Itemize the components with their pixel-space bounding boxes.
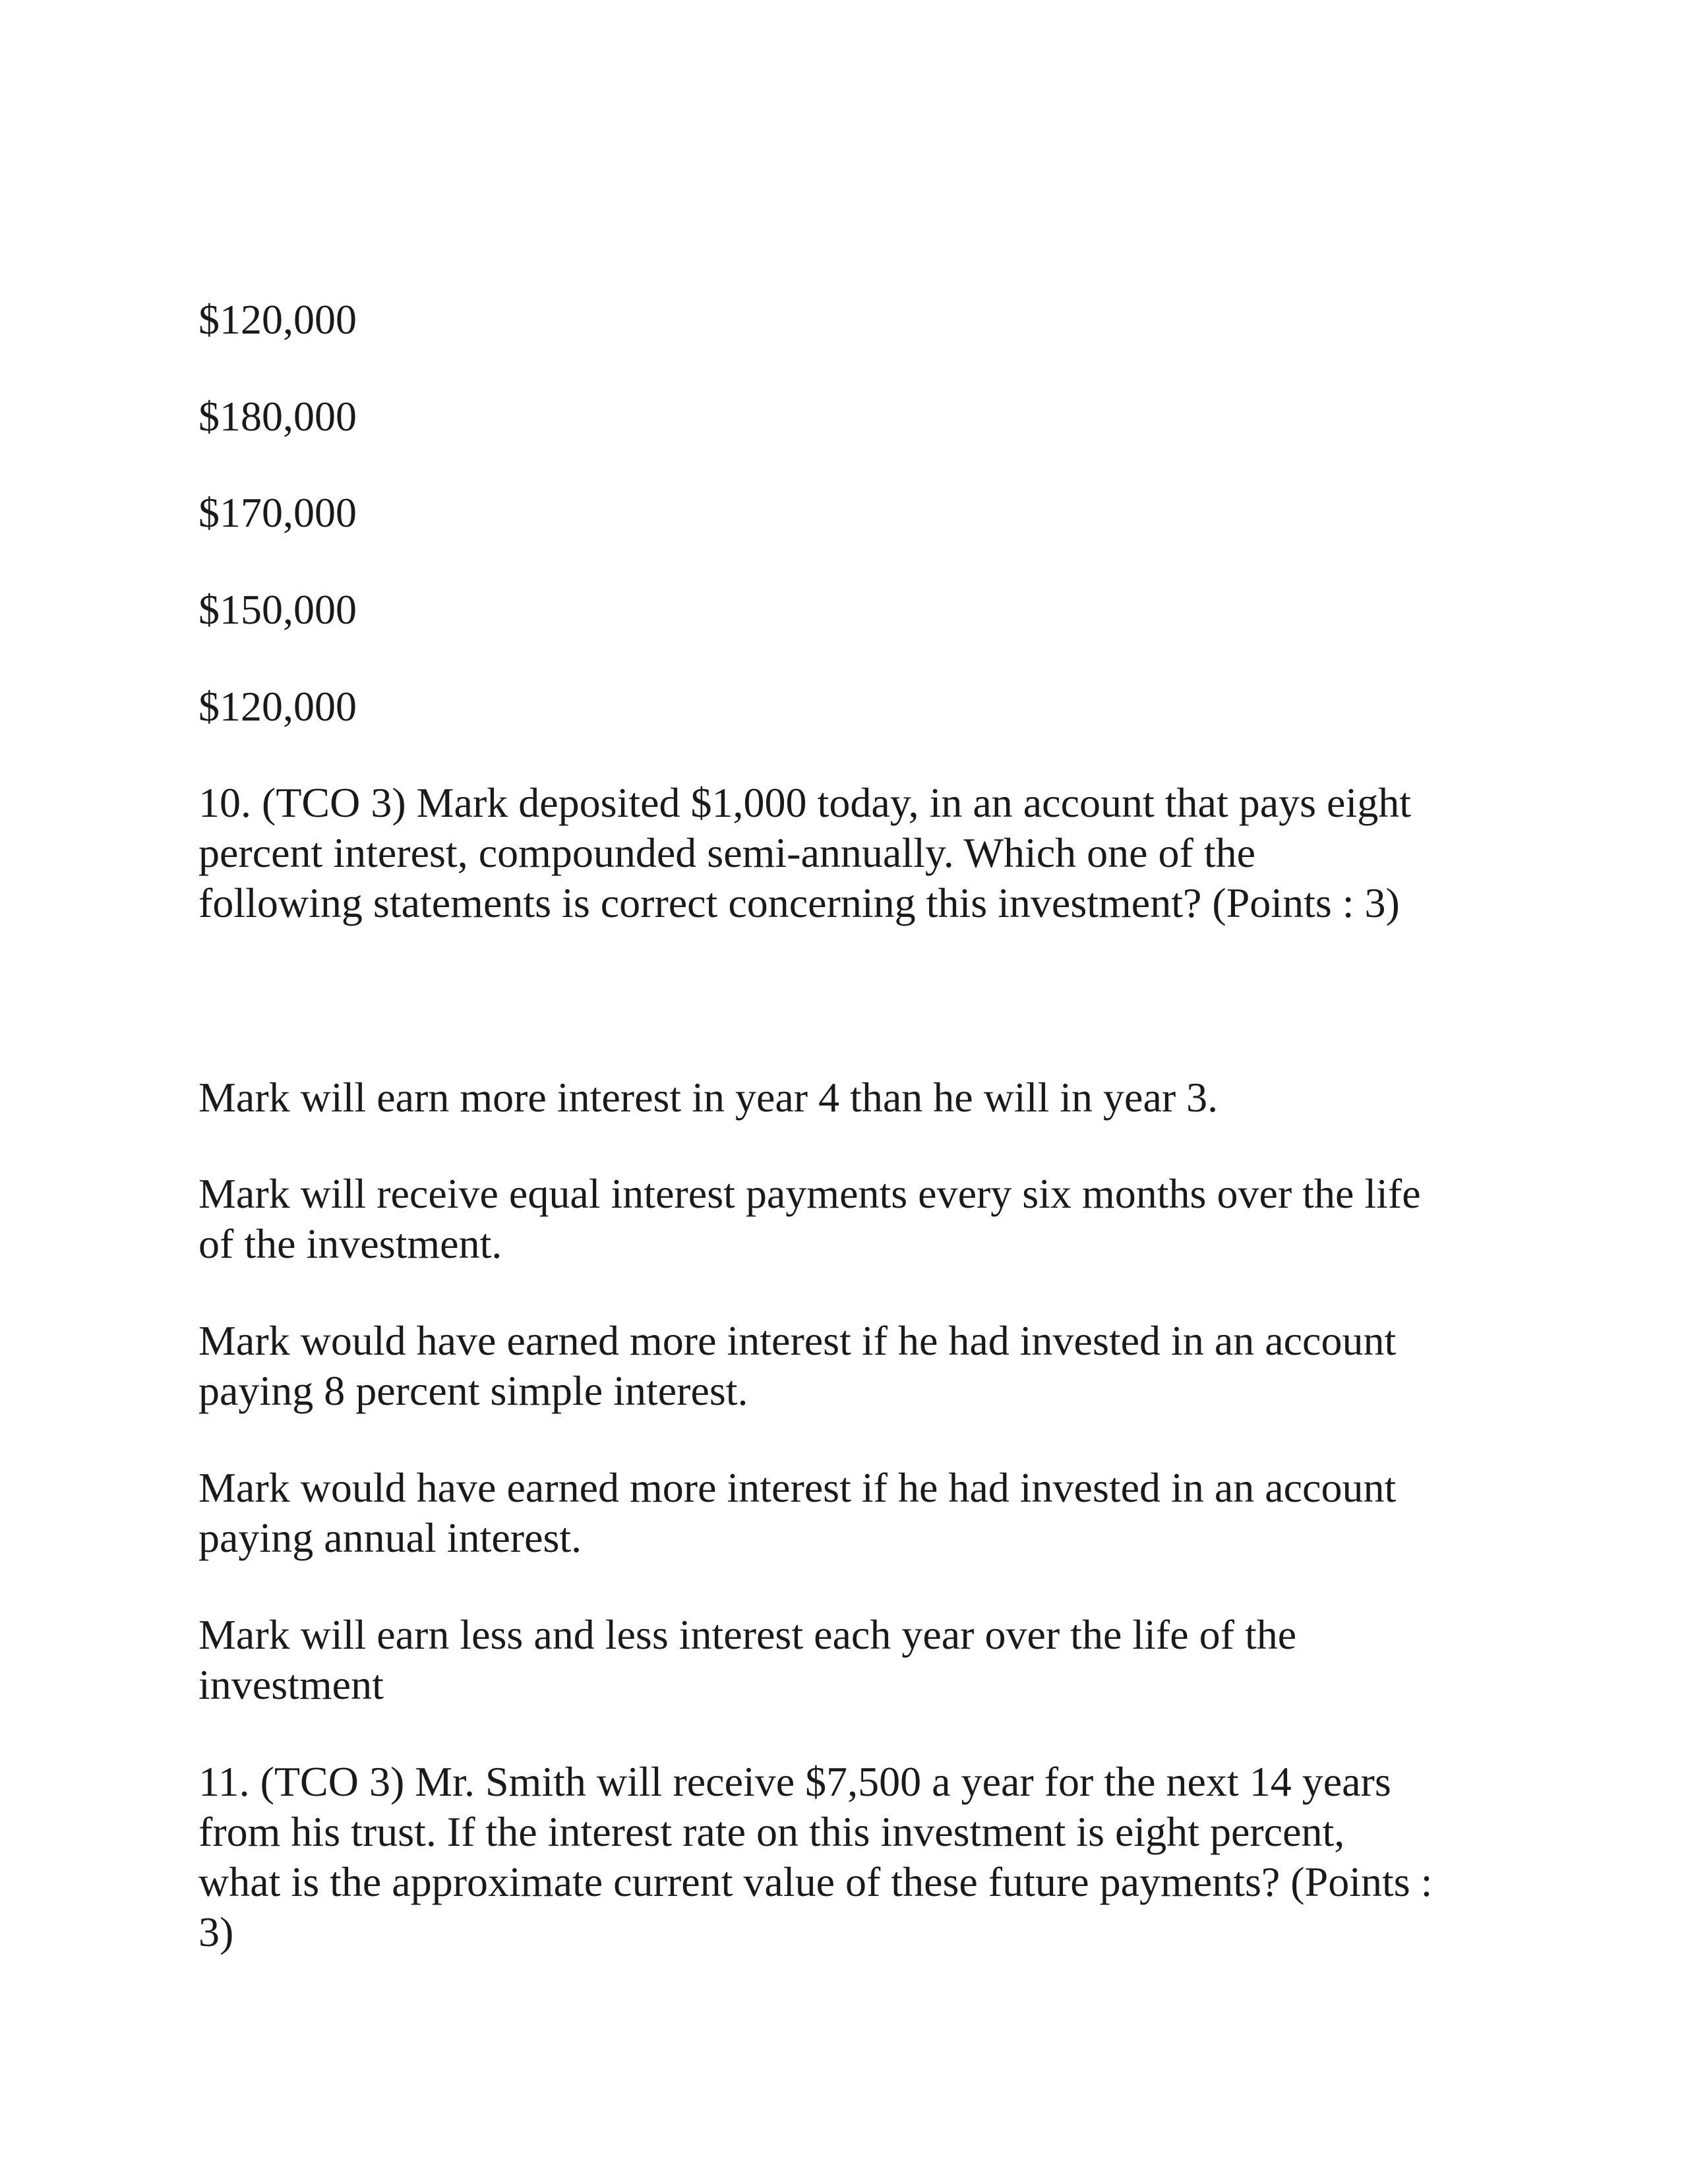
text-line: Mark would have earned more interest if he had invested in an account	[198, 1317, 1397, 1364]
answer-option-q10-5	[198, 1610, 1517, 1710]
text-line: of the investment.	[198, 1220, 502, 1267]
answer-option-q9-5	[198, 682, 1517, 732]
text-line: paying 8 percent simple interest.	[198, 1367, 748, 1414]
answer-option-q9-3	[198, 488, 1517, 538]
text-line: from his trust. If the interest rate on this investment is eight percent,	[198, 1808, 1345, 1855]
answer-option-q10-4	[198, 1463, 1517, 1563]
text-line: 10. (TCO 3) Mark deposited $1,000 today, in an account that pays eight	[198, 779, 1411, 826]
text-line: 3)	[198, 1908, 234, 1955]
answer-option-q10-1	[198, 1073, 1517, 1123]
answer-option-q10-3	[198, 1316, 1517, 1416]
text-line: $180,000	[198, 393, 357, 440]
answer-option-q9-4	[198, 585, 1517, 635]
text-line: what is the approximate current value of these future payments? (Points :	[198, 1858, 1433, 1905]
question-11	[198, 1757, 1517, 1957]
question-10	[198, 778, 1517, 928]
answer-option-q9-1	[198, 295, 1517, 345]
text-line: $150,000	[198, 586, 357, 633]
text-line: $120,000	[198, 683, 357, 730]
text-line: paying annual interest.	[198, 1514, 582, 1561]
text-line: Mark would have earned more interest if he had invested in an account	[198, 1464, 1397, 1511]
text-line: Mark will earn more interest in year 4 than he will in year 3.	[198, 1074, 1219, 1121]
text-line: 11. (TCO 3) Mr. Smith will receive $7,500 a year for the next 14 years	[198, 1758, 1391, 1805]
text-line: $120,000	[198, 296, 357, 343]
text-line: percent interest, compounded semi-annually. Which one of the	[198, 829, 1256, 876]
text-line: investment	[198, 1661, 384, 1708]
answer-option-q9-2	[198, 392, 1517, 442]
text-line: Mark will earn less and less interest each year over the life of the	[198, 1611, 1297, 1658]
text-line: following statements is correct concerning this investment? (Points : 3)	[198, 879, 1400, 926]
answer-option-q10-2	[198, 1169, 1517, 1269]
text-line: $170,000	[198, 489, 357, 536]
text-line: Mark will receive equal interest payments every six months over the life	[198, 1170, 1421, 1217]
